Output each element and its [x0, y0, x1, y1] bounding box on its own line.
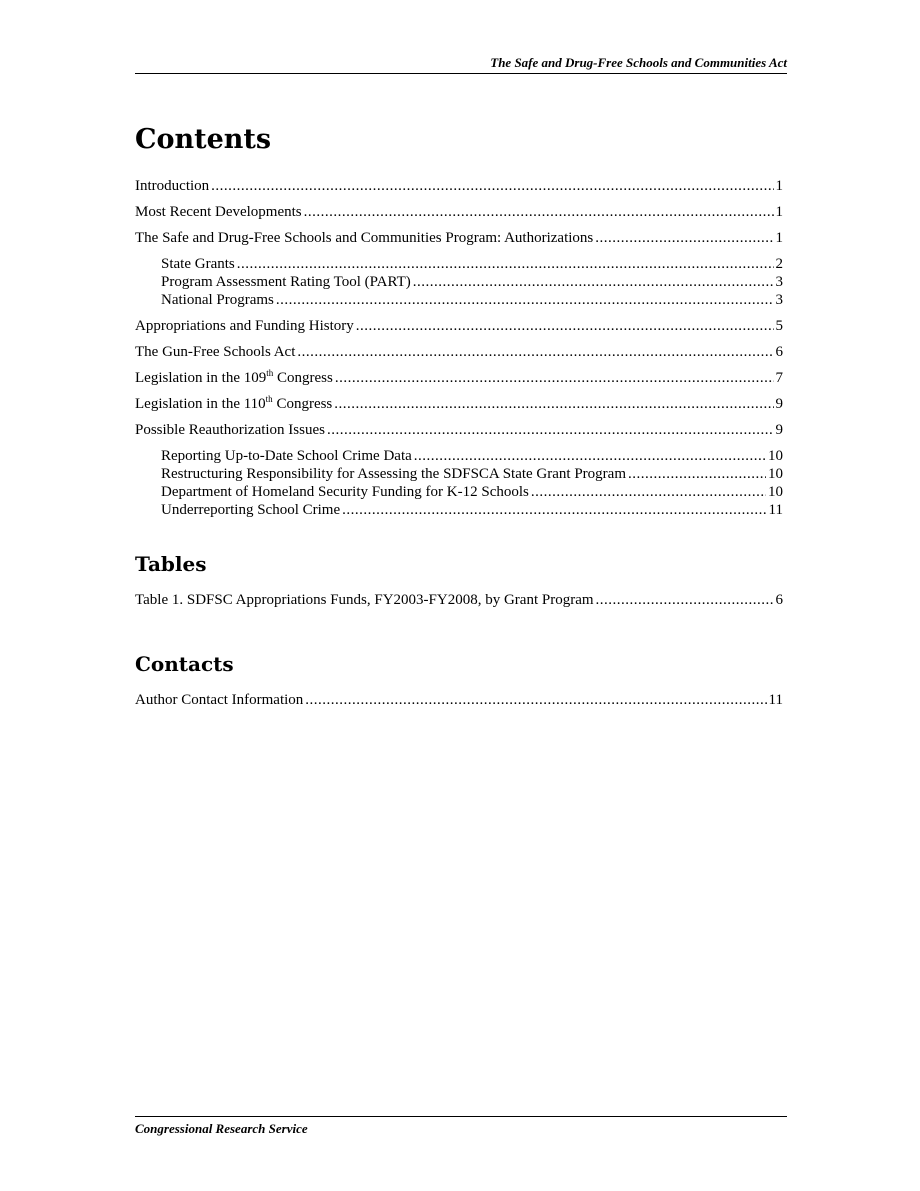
toc-entry-page-number: 10	[768, 484, 783, 500]
toc-entry-title: The Gun-Free Schools Act	[135, 344, 296, 360]
toc-entry[interactable]	[135, 343, 783, 361]
toc-entry-page-number: 1	[775, 204, 783, 220]
tables-toc-list	[135, 591, 783, 617]
toc-entry[interactable]	[135, 229, 783, 247]
dot-leader	[237, 255, 774, 273]
toc-entry-page-number: 3	[775, 292, 783, 308]
dot-leader	[211, 177, 773, 195]
toc-entry-title: National Programs	[161, 292, 274, 308]
dot-leader	[297, 343, 773, 361]
dot-leader	[414, 447, 766, 465]
dot-leader	[628, 465, 766, 483]
toc-entry-page-number: 11	[768, 502, 783, 518]
toc-entry-page-number: 6	[775, 592, 783, 608]
dot-leader	[596, 591, 774, 609]
dot-leader	[413, 273, 774, 291]
toc-entry[interactable]	[135, 691, 783, 709]
dot-leader	[356, 317, 774, 335]
running-header: The Safe and Drug-Free Schools and Communities Act	[135, 55, 787, 74]
toc-entry[interactable]	[135, 317, 783, 335]
toc-entry-title: Underreporting School Crime	[161, 502, 341, 518]
toc-entry-page-number: 7	[775, 370, 783, 386]
toc-entry-title: The Safe and Drug-Free Schools and Communities Program: Authorizations	[135, 230, 594, 246]
toc-entry[interactable]	[135, 591, 783, 609]
toc-entry[interactable]	[135, 501, 783, 519]
toc-entry-page-number: 10	[768, 448, 783, 464]
toc-entry[interactable]	[135, 177, 783, 195]
toc-entry[interactable]	[135, 273, 783, 291]
toc-entry-page-number: 5	[775, 318, 783, 334]
toc-entry[interactable]	[135, 483, 783, 501]
toc-entry-page-number: 6	[775, 344, 783, 360]
dot-leader	[334, 395, 773, 413]
page-footer: Congressional Research Service	[135, 1116, 787, 1137]
contents-toc-list	[135, 177, 783, 527]
toc-entry-title: Reporting Up-to-Date School Crime Data	[161, 448, 412, 464]
toc-entry-page-number: 3	[775, 274, 783, 290]
toc-entry-page-number: 1	[775, 178, 783, 194]
tables-heading: Tables	[135, 552, 207, 576]
dot-leader	[531, 483, 766, 501]
toc-entry[interactable]	[135, 203, 783, 221]
toc-entry-title: Department of Homeland Security Funding for K-12 Schools	[161, 484, 529, 500]
toc-entry[interactable]	[135, 291, 783, 309]
toc-entry-page-number: 2	[775, 256, 783, 272]
toc-entry-page-number: 9	[775, 396, 783, 412]
dot-leader	[342, 501, 766, 519]
contacts-heading: Contacts	[135, 652, 234, 676]
toc-entry-title: Introduction	[135, 178, 210, 194]
toc-entry-page-number: 1	[775, 230, 783, 246]
dot-leader	[276, 291, 774, 309]
toc-entry-page-number: 11	[768, 692, 783, 708]
toc-entry-title: Legislation in the 110th Congress	[135, 394, 333, 412]
toc-entry-title: Table 1. SDFSC Appropriations Funds, FY2003-FY2008, by Grant Program	[135, 592, 594, 608]
toc-entry-title: Legislation in the 109th Congress	[135, 368, 333, 386]
toc-entry-title: Author Contact Information	[135, 692, 304, 708]
toc-entry-title: Appropriations and Funding History	[135, 318, 354, 334]
dot-leader	[304, 203, 774, 221]
toc-entry-title: Possible Reauthorization Issues	[135, 422, 325, 438]
toc-entry-page-number: 9	[775, 422, 783, 438]
contents-heading: Contents	[135, 124, 272, 155]
toc-entry[interactable]	[135, 255, 783, 273]
dot-leader	[327, 421, 774, 439]
contacts-toc-list	[135, 691, 783, 717]
dot-leader	[335, 369, 774, 387]
dot-leader	[305, 691, 766, 709]
toc-entry[interactable]	[135, 369, 783, 387]
toc-entry[interactable]	[135, 395, 783, 413]
toc-entry[interactable]	[135, 421, 783, 439]
toc-entry-title: Most Recent Developments	[135, 204, 302, 220]
toc-entry[interactable]	[135, 447, 783, 465]
toc-entry-title: Restructuring Responsibility for Assessing the SDFSCA State Grant Program	[161, 466, 626, 482]
dot-leader	[595, 229, 773, 247]
toc-entry-page-number: 10	[768, 466, 783, 482]
toc-entry-title: State Grants	[161, 256, 235, 272]
toc-entry-title: Program Assessment Rating Tool (PART)	[161, 274, 411, 290]
toc-entry[interactable]	[135, 465, 783, 483]
